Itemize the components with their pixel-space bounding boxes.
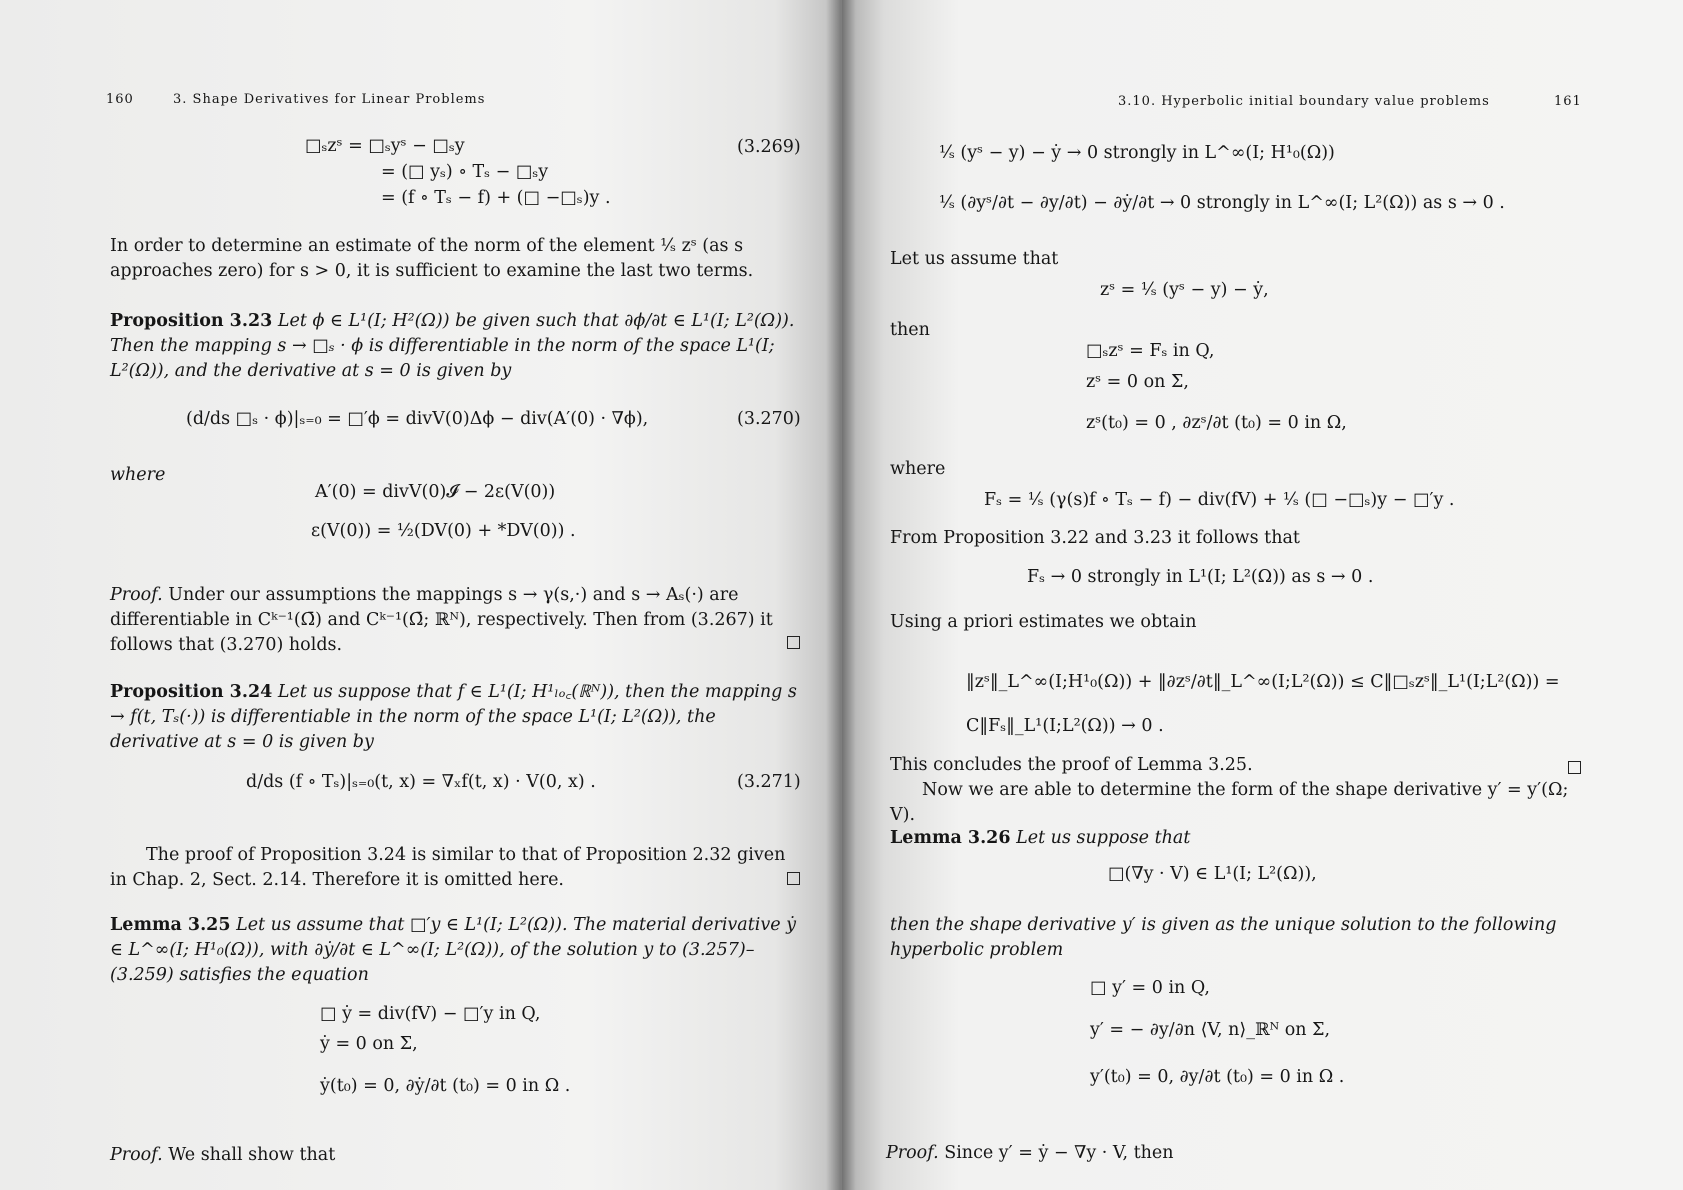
lemma-3-25 bbox=[110, 913, 802, 988]
eq-system-line3: zˢ(t₀) = 0 , ∂zˢ/∂t (t₀) = 0 in Ω, bbox=[1086, 413, 1347, 433]
eq-3269-line3: = (f ∘ Tₛ − f) + (□ −□ₛ)y . bbox=[381, 188, 611, 208]
eq-conv1: ¹⁄ₛ (yˢ − y) − ẏ → 0 strongly in L^∞(I; H¹₀(Ω)) bbox=[939, 143, 1335, 163]
page-number-left: 160 bbox=[106, 92, 134, 107]
para-estimate: In order to determine an estimate of the norm of the element ¹⁄ₛ zˢ (as s approaches zero) for s > 0, it is sufficient to examine the last two terms. bbox=[110, 236, 754, 281]
eq-lemma-3-25-line1: □ ẏ = div(fV) − □′y in Q, bbox=[320, 1004, 541, 1024]
eq-lemma-3-26-condition: □(∇y · V) ∈ L¹(I; L²(Ω)), bbox=[1108, 864, 1317, 884]
proposition-3-24-text: Let us suppose that f ∈ L¹(I; H¹ₗₒ꜀(ℝᴺ)), then the mapping s → f(t, Tₛ(·)) is differentiable in the norm of the space L¹(I; L²(Ω)), the derivative at s = 0 is given by bbox=[110, 682, 797, 752]
lemma-3-26 bbox=[890, 826, 1590, 851]
eq-lemma-3-25-line3: ẏ(t₀) = 0, ∂ẏ/∂t (t₀) = 0 in Ω . bbox=[320, 1076, 571, 1096]
where-label-left: where bbox=[110, 465, 166, 485]
eq-hyper-line2: y′ = − ∂y/∂n ⟨V, n⟩_ℝᴺ on Σ, bbox=[1090, 1020, 1331, 1040]
eq-3269-line2: = (□ yₛ) ∘ Tₛ − □ₛy bbox=[381, 162, 549, 182]
eq-hyper-line1: □ y′ = 0 in Q, bbox=[1090, 978, 1210, 998]
proof-3-26-label: Proof. bbox=[886, 1143, 939, 1163]
proof-3-25-start bbox=[110, 1143, 802, 1168]
eq-system-line2: zˢ = 0 on Σ, bbox=[1086, 372, 1189, 392]
eq-3269-number: (3.269) bbox=[737, 137, 801, 157]
para-assume: Let us assume that bbox=[890, 249, 1059, 269]
qed-box-proof-3-23 bbox=[787, 636, 800, 649]
eq-hyper-line3: y′(t₀) = 0, ∂y/∂t (t₀) = 0 in Ω . bbox=[1090, 1067, 1345, 1087]
running-head-right: 3.10. Hyperbolic initial boundary value problems bbox=[1118, 94, 1490, 109]
para-then-hyperbolic: then the shape derivative y′ is given as the unique solution to the following hyperbolic problem bbox=[890, 915, 1557, 960]
eq-3271-number: (3.271) bbox=[737, 772, 801, 792]
then-label: then bbox=[890, 320, 930, 340]
eq-estimate-line1: ‖zˢ‖_L^∞(I;H¹₀(Ω)) + ‖∂zˢ/∂t‖_L^∞(I;L²(Ω)) ≤ C‖□ₛzˢ‖_L¹(I;L²(Ω)) = bbox=[966, 672, 1560, 692]
eq-estimate-line2: C‖Fₛ‖_L¹(I;L²(Ω)) → 0 . bbox=[966, 716, 1164, 736]
lemma-3-26-text: Let us suppose that bbox=[1016, 828, 1191, 848]
proof-3-26-text: Since y′ = ẏ − ∇y · V, then bbox=[944, 1143, 1174, 1163]
eq-3270-number: (3.270) bbox=[737, 409, 801, 429]
proof-3-23 bbox=[110, 583, 802, 658]
proposition-3-24-label: Proposition 3.24 bbox=[110, 682, 273, 702]
para-apriori: Using a priori estimates we obtain bbox=[890, 612, 1197, 632]
proof-3-23-text: Under our assumptions the mappings s → γ(s,·) and s → Aₛ(·) are differentiable in Cᵏ⁻¹(Ω̄) and Cᵏ⁻¹(Ω̄; ℝᴺ), respectively. Then from (3.267) it follows that (3.270) holds. bbox=[110, 585, 773, 655]
proof-3-26-start bbox=[886, 1141, 1586, 1166]
where-label-right: where bbox=[890, 459, 946, 479]
right-page bbox=[842, 0, 1683, 1190]
proposition-3-24 bbox=[110, 680, 802, 755]
para-proof-3-24: The proof of Proposition 3.24 is similar to that of Proposition 2.32 given in Chap. 2, Sect. 2.14. Therefore it is omitted here. bbox=[110, 845, 786, 890]
lemma-3-26-label: Lemma 3.26 bbox=[890, 828, 1011, 848]
page-number-right: 161 bbox=[1554, 94, 1582, 109]
eq-Fs: Fₛ = ¹⁄ₛ (γ(s)f ∘ Tₛ − f) − div(fV) + ¹⁄ₛ (□ −□ₛ)y − □′y . bbox=[984, 490, 1455, 510]
book-gutter-shadow bbox=[826, 0, 856, 1190]
eq-aprime: A′(0) = divV(0)𝓘 − 2ε(V(0)) bbox=[315, 482, 556, 502]
proof-3-25-text: We shall show that bbox=[168, 1145, 336, 1165]
para-from: From Proposition 3.22 and 3.23 it follows that bbox=[890, 528, 1300, 548]
qed-box-lemma-3-25 bbox=[1568, 761, 1581, 774]
proof-3-23-label: Proof. bbox=[110, 585, 163, 605]
qed-box-proof-3-24 bbox=[787, 872, 800, 885]
eq-lemma-3-25-line2: ẏ = 0 on Σ, bbox=[320, 1034, 418, 1054]
para-now: Now we are able to determine the form of the shape derivative y′ = y′(Ω; V). bbox=[890, 780, 1569, 825]
eq-conv2: ¹⁄ₛ (∂yˢ/∂t − ∂y/∂t) − ∂ẏ/∂t → 0 strongly in L^∞(I; L²(Ω)) as s → 0 . bbox=[939, 193, 1505, 213]
eq-3270: (d/ds □ₛ · ϕ)|ₛ₌₀ = □′ϕ = divV(0)Δϕ − div(A′(0) · ∇ϕ), bbox=[186, 409, 649, 429]
eq-Fs-conv: Fₛ → 0 strongly in L¹(I; L²(Ω)) as s → 0 . bbox=[1027, 567, 1374, 587]
eq-epsilon: ε(V(0)) = ½(DV(0) + *DV(0)) . bbox=[311, 521, 576, 541]
eq-system-line1: □ₛzˢ = Fₛ in Q, bbox=[1086, 341, 1215, 361]
eq-zs: zˢ = ¹⁄ₛ (yˢ − y) − ẏ, bbox=[1100, 280, 1269, 300]
lemma-3-25-text: Let us assume that □′y ∈ L¹(I; L²(Ω)). The material derivative ẏ ∈ L^∞(I; H¹₀(Ω)), with ∂ẏ/∂t ∈ L^∞(I; L²(Ω)), of the solution y to (3.257)–(3.259) satisfies the equation bbox=[110, 915, 797, 985]
eq-3269-line1: □ₛzˢ = □ₛyˢ − □ₛy bbox=[305, 136, 465, 156]
eq-3271: d/ds (f ∘ Tₛ)|ₛ₌₀(t, x) = ∇ₓf(t, x) · V(0, x) . bbox=[246, 772, 596, 792]
proposition-3-23 bbox=[110, 309, 802, 384]
para-concludes: This concludes the proof of Lemma 3.25. bbox=[890, 755, 1253, 775]
proposition-3-23-label: Proposition 3.23 bbox=[110, 311, 273, 331]
running-head-left: 3. Shape Derivatives for Linear Problems bbox=[173, 92, 486, 107]
lemma-3-25-label: Lemma 3.25 bbox=[110, 915, 231, 935]
proposition-3-23-text: Let ϕ ∈ L¹(I; H²(Ω)) be given such that ∂ϕ/∂t ∈ L¹(I; L²(Ω)). Then the mapping s → □ₛ · ϕ is differentiable in the norm of the space L¹(I; L²(Ω)), and the derivative at s = 0 is given by bbox=[110, 311, 795, 381]
proof-3-25-label: Proof. bbox=[110, 1145, 163, 1165]
